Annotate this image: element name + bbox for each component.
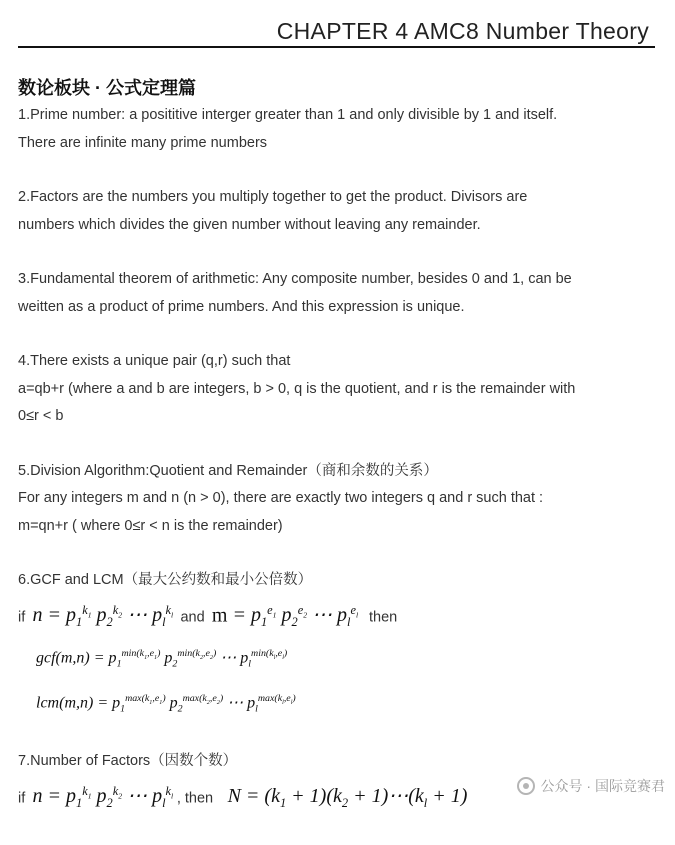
text-line: 4.There exists a unique pair (q,r) such that [18,353,291,369]
chapter-title: CHAPTER 4 AMC8 Number Theory [276,18,649,44]
text-line: 1.Prime number: a posititive interger greater than 1 and only divisible by 1 and itself. [18,107,558,123]
item-prime-number [18,102,658,157]
text-line: m=qn+r ( where 0≤r < n is the remainder) [18,517,283,534]
chapter-header [18,18,655,48]
item-fundamental-theorem [18,266,658,321]
wechat-icon [517,777,535,795]
text-line: 0≤r < b [18,408,64,424]
text-line: 2.Factors are the numbers you multiply together to get the product. Divisors are [18,189,528,205]
if-word: if [18,609,26,626]
content [18,102,658,845]
and-word: and [180,609,205,626]
text-line: 5.Division Algorithm:Quotient and Remainder（商和余数的关系） [18,462,438,479]
then-word: , then [176,790,214,807]
text-line: a=qb+r (where a and b are integers, b > 0, q is the quotient, and r is the remainder with [18,380,576,397]
number-of-factors-formula: if $n = p_1^{k_1}$ $p_2^{k_2}$ ⋯ $p_l^{k_l}$ , then $N = (k_1 + 1)(k_2$ + $1)\cdots(k_l + 1)$ [18,783,468,811]
text-line: numbers which divides the given number without leaving any remainder. [18,216,481,233]
lcm-formula: $lcm(m,n) = p_1^{max(k_1,e_1)}$ $p_2^{max(k_2,e_2)}$ ⋯ $p_l^{max(k_l,e_l)}$ [36,692,296,715]
text-line: For any integers m and n (n > 0), there are exactly two integers q and r such that : [18,490,544,506]
text-line: 7.Number of Factors（因数个数） [18,753,238,770]
prime-factorization-formula: if $n = p_1^{k_1}$ $p_2^{k_2}$ ⋯ $p_l^{k_l}$ and $m = p_1^{e_1}$ $p_2^{e_2}$ ⋯ $p_l^{e_l}$ then [18,602,398,630]
gcf-label: gcf [36,649,56,667]
item-unique-pair [18,348,658,431]
item-gcf-lcm [18,567,658,726]
lcm-label: lcm [36,694,60,711]
section-title: 数论板块 · 公式定理篇 [18,78,196,98]
item-factors [18,184,658,239]
then-word: then [369,609,398,626]
text-line: 6.GCF and LCM（最大公约数和最小公倍数） [18,572,313,588]
text-line: There are infinite many prime numbers [18,134,268,151]
text-line: 3.Fundamental theorem of arithmetic: Any composite number, besides 0 and 1, can be [18,271,572,287]
if-word: if [18,790,26,807]
gcf-formula: $gcf(m,n) = p_1^{min(k_1,e_1)}$ $p_2^{min(k_2,e_2)}$ ⋯ $p_l^{min(k_l,e_l)}$ [36,648,288,670]
text-line: weitten as a product of prime numbers. And this expression is unique. [18,298,465,315]
watermark [517,776,665,796]
item-division-algorithm [18,458,658,541]
watermark-text: 公众号 · 国际竞赛君 [540,778,665,794]
